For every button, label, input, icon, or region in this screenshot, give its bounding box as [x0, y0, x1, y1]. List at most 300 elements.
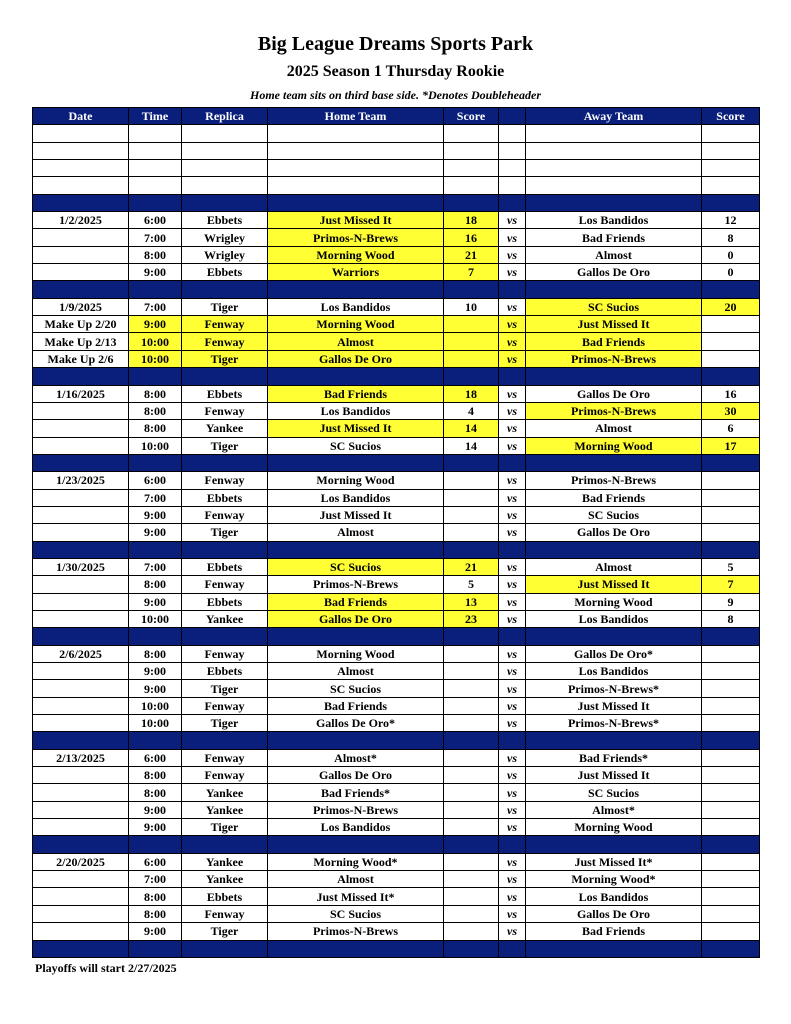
game-row	[33, 264, 760, 281]
vs-cell: vs	[499, 472, 526, 489]
away-score-cell: 6	[702, 420, 760, 437]
game-row	[33, 871, 760, 888]
away-team-cell: Almost*	[526, 801, 702, 818]
away-team-cell: Bad Friends	[526, 489, 702, 506]
field-cell: Ebbets	[182, 385, 268, 402]
field-cell: Ebbets	[182, 558, 268, 575]
home-score-cell: 14	[444, 420, 499, 437]
home-team-cell: Morning Wood	[268, 316, 444, 333]
away-score-cell	[702, 749, 760, 766]
home-score-cell	[444, 784, 499, 801]
away-score-cell	[702, 663, 760, 680]
away-score-cell	[702, 801, 760, 818]
vs-cell: vs	[499, 333, 526, 350]
date-cell	[33, 680, 129, 697]
time-cell: 6:00	[129, 472, 182, 489]
away-team-cell: Morning Wood	[526, 593, 702, 610]
game-row	[33, 402, 760, 419]
time-cell: 7:00	[129, 871, 182, 888]
time-cell: 9:00	[129, 316, 182, 333]
away-team-cell	[526, 732, 702, 749]
date-cell	[33, 420, 129, 437]
away-score-cell: 12	[702, 212, 760, 229]
date-cell	[33, 125, 129, 142]
week-separator	[33, 194, 760, 211]
time-cell: 8:00	[129, 645, 182, 662]
away-team-cell	[526, 368, 702, 385]
field-cell: Fenway	[182, 333, 268, 350]
away-score-cell	[702, 888, 760, 905]
vs-cell: vs	[499, 350, 526, 367]
away-score-cell	[702, 645, 760, 662]
home-score-cell	[444, 506, 499, 523]
vs-cell: vs	[499, 212, 526, 229]
home-score-cell	[444, 177, 499, 194]
away-score-cell	[702, 177, 760, 194]
away-score-cell	[702, 142, 760, 159]
home-team-cell: Los Bandidos	[268, 298, 444, 315]
away-team-cell: Los Bandidos	[526, 610, 702, 627]
date-cell	[33, 576, 129, 593]
date-cell	[33, 715, 129, 732]
game-row	[33, 801, 760, 818]
away-score-cell: 0	[702, 264, 760, 281]
time-cell: 10:00	[129, 437, 182, 454]
field-cell	[182, 177, 268, 194]
time-cell: 8:00	[129, 888, 182, 905]
away-team-cell: Primos-N-Brews	[526, 472, 702, 489]
field-cell: Fenway	[182, 905, 268, 922]
time-cell	[129, 836, 182, 853]
away-team-cell: Gallos De Oro	[526, 905, 702, 922]
game-row	[33, 680, 760, 697]
col-vs-header	[499, 108, 526, 125]
time-cell	[129, 281, 182, 298]
time-cell: 9:00	[129, 593, 182, 610]
game-row	[33, 333, 760, 350]
time-cell: 10:00	[129, 715, 182, 732]
field-cell: Fenway	[182, 506, 268, 523]
away-team-cell: Los Bandidos	[526, 663, 702, 680]
week-separator	[33, 454, 760, 471]
week-separator	[33, 732, 760, 749]
away-team-cell: SC Sucios	[526, 298, 702, 315]
home-team-cell: Los Bandidos	[268, 819, 444, 836]
field-cell	[182, 628, 268, 645]
home-team-cell: Almost	[268, 871, 444, 888]
time-cell	[129, 125, 182, 142]
field-cell: Ebbets	[182, 212, 268, 229]
vs-cell: vs	[499, 749, 526, 766]
away-score-cell	[702, 940, 760, 957]
away-score-cell	[702, 732, 760, 749]
date-cell: 1/2/2025	[33, 212, 129, 229]
home-score-cell: 16	[444, 229, 499, 246]
blank-row	[33, 177, 760, 194]
home-team-cell: Just Missed It	[268, 420, 444, 437]
away-score-cell	[702, 506, 760, 523]
time-cell	[129, 940, 182, 957]
away-score-cell	[702, 923, 760, 940]
home-score-cell: 23	[444, 610, 499, 627]
vs-cell: vs	[499, 715, 526, 732]
schedule-note: Home team sits on third base side. *Denotes Doubleheader	[250, 88, 541, 102]
home-team-cell: Almost*	[268, 749, 444, 766]
date-cell	[33, 281, 129, 298]
time-cell	[129, 628, 182, 645]
game-row	[33, 819, 760, 836]
away-score-cell	[702, 836, 760, 853]
vs-cell: vs	[499, 229, 526, 246]
vs-cell	[499, 732, 526, 749]
away-team-cell: Primos-N-Brews	[526, 402, 702, 419]
page-title: Big League Dreams Sports Park	[257, 33, 534, 55]
field-cell	[182, 836, 268, 853]
home-score-cell	[444, 819, 499, 836]
away-score-cell: 7	[702, 576, 760, 593]
away-score-cell: 5	[702, 558, 760, 575]
game-row	[33, 212, 760, 229]
game-row	[33, 229, 760, 246]
home-team-cell	[268, 160, 444, 177]
home-team-cell: Morning Wood*	[268, 853, 444, 870]
field-cell: Tiger	[182, 524, 268, 541]
away-score-cell	[702, 472, 760, 489]
home-team-cell	[268, 454, 444, 471]
time-cell: 8:00	[129, 246, 182, 263]
time-cell: 9:00	[129, 663, 182, 680]
field-cell: Fenway	[182, 749, 268, 766]
home-score-cell	[444, 316, 499, 333]
field-cell: Yankee	[182, 801, 268, 818]
time-cell: 8:00	[129, 905, 182, 922]
col-away-team-header: Away Team	[526, 108, 702, 125]
game-row	[33, 593, 760, 610]
vs-cell: vs	[499, 420, 526, 437]
vs-cell	[499, 160, 526, 177]
home-score-cell	[444, 524, 499, 541]
away-score-cell	[702, 784, 760, 801]
home-score-cell: 14	[444, 437, 499, 454]
date-cell	[33, 368, 129, 385]
date-cell	[33, 489, 129, 506]
time-cell	[129, 142, 182, 159]
field-cell: Tiger	[182, 923, 268, 940]
field-cell: Fenway	[182, 576, 268, 593]
vs-cell	[499, 940, 526, 957]
home-score-cell	[444, 645, 499, 662]
time-cell: 9:00	[129, 923, 182, 940]
col-home-team-header: Home Team	[268, 108, 444, 125]
home-team-cell	[268, 142, 444, 159]
date-cell	[33, 888, 129, 905]
vs-cell: vs	[499, 697, 526, 714]
game-row	[33, 645, 760, 662]
home-team-cell	[268, 194, 444, 211]
vs-cell: vs	[499, 489, 526, 506]
home-team-cell: Gallos De Oro	[268, 610, 444, 627]
away-team-cell: Morning Wood	[526, 819, 702, 836]
away-score-cell	[702, 541, 760, 558]
home-team-cell: Los Bandidos	[268, 402, 444, 419]
home-score-cell	[444, 888, 499, 905]
week-separator	[33, 368, 760, 385]
away-team-cell: Primos-N-Brews*	[526, 680, 702, 697]
date-cell: 2/20/2025	[33, 853, 129, 870]
home-team-cell: Bad Friends	[268, 385, 444, 402]
time-cell	[129, 160, 182, 177]
home-score-cell	[444, 333, 499, 350]
time-cell: 7:00	[129, 489, 182, 506]
vs-cell: vs	[499, 888, 526, 905]
vs-cell: vs	[499, 264, 526, 281]
home-score-cell: 7	[444, 264, 499, 281]
time-cell: 10:00	[129, 697, 182, 714]
home-score-cell	[444, 732, 499, 749]
away-team-cell: Gallos De Oro	[526, 385, 702, 402]
game-row	[33, 385, 760, 402]
vs-cell: vs	[499, 402, 526, 419]
vs-cell: vs	[499, 593, 526, 610]
away-team-cell: Almost	[526, 420, 702, 437]
home-score-cell	[444, 801, 499, 818]
home-score-cell	[444, 871, 499, 888]
away-score-cell	[702, 333, 760, 350]
date-cell: 1/23/2025	[33, 472, 129, 489]
field-cell: Ebbets	[182, 489, 268, 506]
home-team-cell: Morning Wood	[268, 472, 444, 489]
away-team-cell: Bad Friends	[526, 923, 702, 940]
week-separator	[33, 628, 760, 645]
away-team-cell: Gallos De Oro	[526, 524, 702, 541]
time-cell	[129, 732, 182, 749]
vs-cell	[499, 142, 526, 159]
col-away-score-header: Score	[702, 108, 760, 125]
date-cell	[33, 246, 129, 263]
week-separator	[33, 940, 760, 957]
away-team-cell	[526, 628, 702, 645]
away-team-cell	[526, 125, 702, 142]
col-home-score-header: Score	[444, 108, 499, 125]
home-team-cell: SC Sucios	[268, 558, 444, 575]
col-replica-header: Replica	[182, 108, 268, 125]
game-row	[33, 576, 760, 593]
home-score-cell	[444, 940, 499, 957]
date-cell	[33, 732, 129, 749]
away-score-cell	[702, 125, 760, 142]
field-cell	[182, 281, 268, 298]
time-cell: 9:00	[129, 524, 182, 541]
time-cell: 10:00	[129, 350, 182, 367]
home-score-cell	[444, 663, 499, 680]
date-cell	[33, 697, 129, 714]
away-team-cell	[526, 541, 702, 558]
home-team-cell: Gallos De Oro	[268, 350, 444, 367]
field-cell: Tiger	[182, 350, 268, 367]
vs-cell: vs	[499, 853, 526, 870]
field-cell: Ebbets	[182, 593, 268, 610]
field-cell	[182, 940, 268, 957]
home-team-cell: Primos-N-Brews	[268, 923, 444, 940]
vs-cell	[499, 194, 526, 211]
away-score-cell	[702, 489, 760, 506]
game-row	[33, 420, 760, 437]
away-score-cell: 9	[702, 593, 760, 610]
time-cell: 8:00	[129, 767, 182, 784]
away-score-cell	[702, 905, 760, 922]
date-cell	[33, 160, 129, 177]
game-row	[33, 246, 760, 263]
away-score-cell	[702, 160, 760, 177]
away-score-cell	[702, 316, 760, 333]
home-score-cell	[444, 541, 499, 558]
date-cell	[33, 194, 129, 211]
vs-cell: vs	[499, 437, 526, 454]
home-score-cell	[444, 836, 499, 853]
away-team-cell	[526, 142, 702, 159]
away-team-cell: Primos-N-Brews*	[526, 715, 702, 732]
vs-cell: vs	[499, 801, 526, 818]
away-score-cell	[702, 767, 760, 784]
home-team-cell	[268, 836, 444, 853]
home-score-cell	[444, 194, 499, 211]
vs-cell: vs	[499, 576, 526, 593]
field-cell: Tiger	[182, 819, 268, 836]
date-cell: Make Up 2/6	[33, 350, 129, 367]
home-score-cell	[444, 680, 499, 697]
vs-cell: vs	[499, 784, 526, 801]
away-score-cell: 20	[702, 298, 760, 315]
away-score-cell	[702, 680, 760, 697]
away-score-cell	[702, 454, 760, 471]
home-team-cell	[268, 368, 444, 385]
game-row	[33, 437, 760, 454]
home-score-cell: 18	[444, 385, 499, 402]
game-row	[33, 888, 760, 905]
date-cell	[33, 905, 129, 922]
vs-cell	[499, 628, 526, 645]
game-row	[33, 697, 760, 714]
home-team-cell	[268, 281, 444, 298]
vs-cell: vs	[499, 385, 526, 402]
date-cell	[33, 402, 129, 419]
vs-cell: vs	[499, 610, 526, 627]
vs-cell: vs	[499, 558, 526, 575]
field-cell	[182, 125, 268, 142]
home-score-cell	[444, 160, 499, 177]
date-cell	[33, 923, 129, 940]
away-score-cell	[702, 350, 760, 367]
date-cell	[33, 871, 129, 888]
away-team-cell: Gallos De Oro	[526, 264, 702, 281]
away-team-cell: Just Missed It	[526, 576, 702, 593]
away-score-cell	[702, 819, 760, 836]
home-team-cell: Almost	[268, 663, 444, 680]
vs-cell: vs	[499, 905, 526, 922]
away-score-cell: 17	[702, 437, 760, 454]
home-team-cell: Primos-N-Brews	[268, 801, 444, 818]
home-team-cell: SC Sucios	[268, 437, 444, 454]
home-score-cell	[444, 628, 499, 645]
date-cell	[33, 610, 129, 627]
time-cell: 6:00	[129, 853, 182, 870]
game-row	[33, 715, 760, 732]
away-score-cell: 16	[702, 385, 760, 402]
vs-cell	[499, 454, 526, 471]
field-cell: Tiger	[182, 298, 268, 315]
home-score-cell	[444, 715, 499, 732]
field-cell: Yankee	[182, 853, 268, 870]
away-score-cell	[702, 281, 760, 298]
home-team-cell	[268, 940, 444, 957]
home-score-cell: 4	[444, 402, 499, 419]
date-cell	[33, 264, 129, 281]
time-cell: 7:00	[129, 558, 182, 575]
time-cell: 7:00	[129, 298, 182, 315]
home-team-cell: Bad Friends	[268, 697, 444, 714]
game-row	[33, 749, 760, 766]
home-score-cell	[444, 905, 499, 922]
vs-cell: vs	[499, 871, 526, 888]
home-score-cell	[444, 853, 499, 870]
home-score-cell	[444, 281, 499, 298]
game-row	[33, 923, 760, 940]
field-cell: Tiger	[182, 715, 268, 732]
schedule-table	[32, 107, 760, 958]
time-cell: 7:00	[129, 229, 182, 246]
away-team-cell: Just Missed It	[526, 316, 702, 333]
game-row	[33, 663, 760, 680]
away-team-cell	[526, 177, 702, 194]
field-cell: Wrigley	[182, 229, 268, 246]
vs-cell: vs	[499, 246, 526, 263]
home-team-cell: SC Sucios	[268, 905, 444, 922]
game-row	[33, 558, 760, 575]
field-cell: Tiger	[182, 680, 268, 697]
time-cell: 9:00	[129, 801, 182, 818]
home-team-cell: Just Missed It	[268, 506, 444, 523]
away-score-cell	[702, 853, 760, 870]
date-cell	[33, 177, 129, 194]
away-team-cell: Bad Friends	[526, 333, 702, 350]
away-team-cell	[526, 281, 702, 298]
away-team-cell: Almost	[526, 558, 702, 575]
home-score-cell: 21	[444, 558, 499, 575]
game-row	[33, 767, 760, 784]
away-score-cell	[702, 697, 760, 714]
field-cell	[182, 368, 268, 385]
home-team-cell: Warriors	[268, 264, 444, 281]
blank-row	[33, 125, 760, 142]
field-cell	[182, 194, 268, 211]
time-cell: 8:00	[129, 784, 182, 801]
field-cell: Tiger	[182, 437, 268, 454]
vs-cell	[499, 541, 526, 558]
home-team-cell: Primos-N-Brews	[268, 576, 444, 593]
away-team-cell	[526, 836, 702, 853]
week-separator	[33, 541, 760, 558]
date-cell	[33, 663, 129, 680]
field-cell	[182, 732, 268, 749]
home-score-cell: 10	[444, 298, 499, 315]
date-cell	[33, 801, 129, 818]
date-cell: Make Up 2/13	[33, 333, 129, 350]
home-score-cell	[444, 454, 499, 471]
home-team-cell: Bad Friends	[268, 593, 444, 610]
field-cell: Yankee	[182, 784, 268, 801]
away-score-cell: 0	[702, 246, 760, 263]
field-cell	[182, 454, 268, 471]
